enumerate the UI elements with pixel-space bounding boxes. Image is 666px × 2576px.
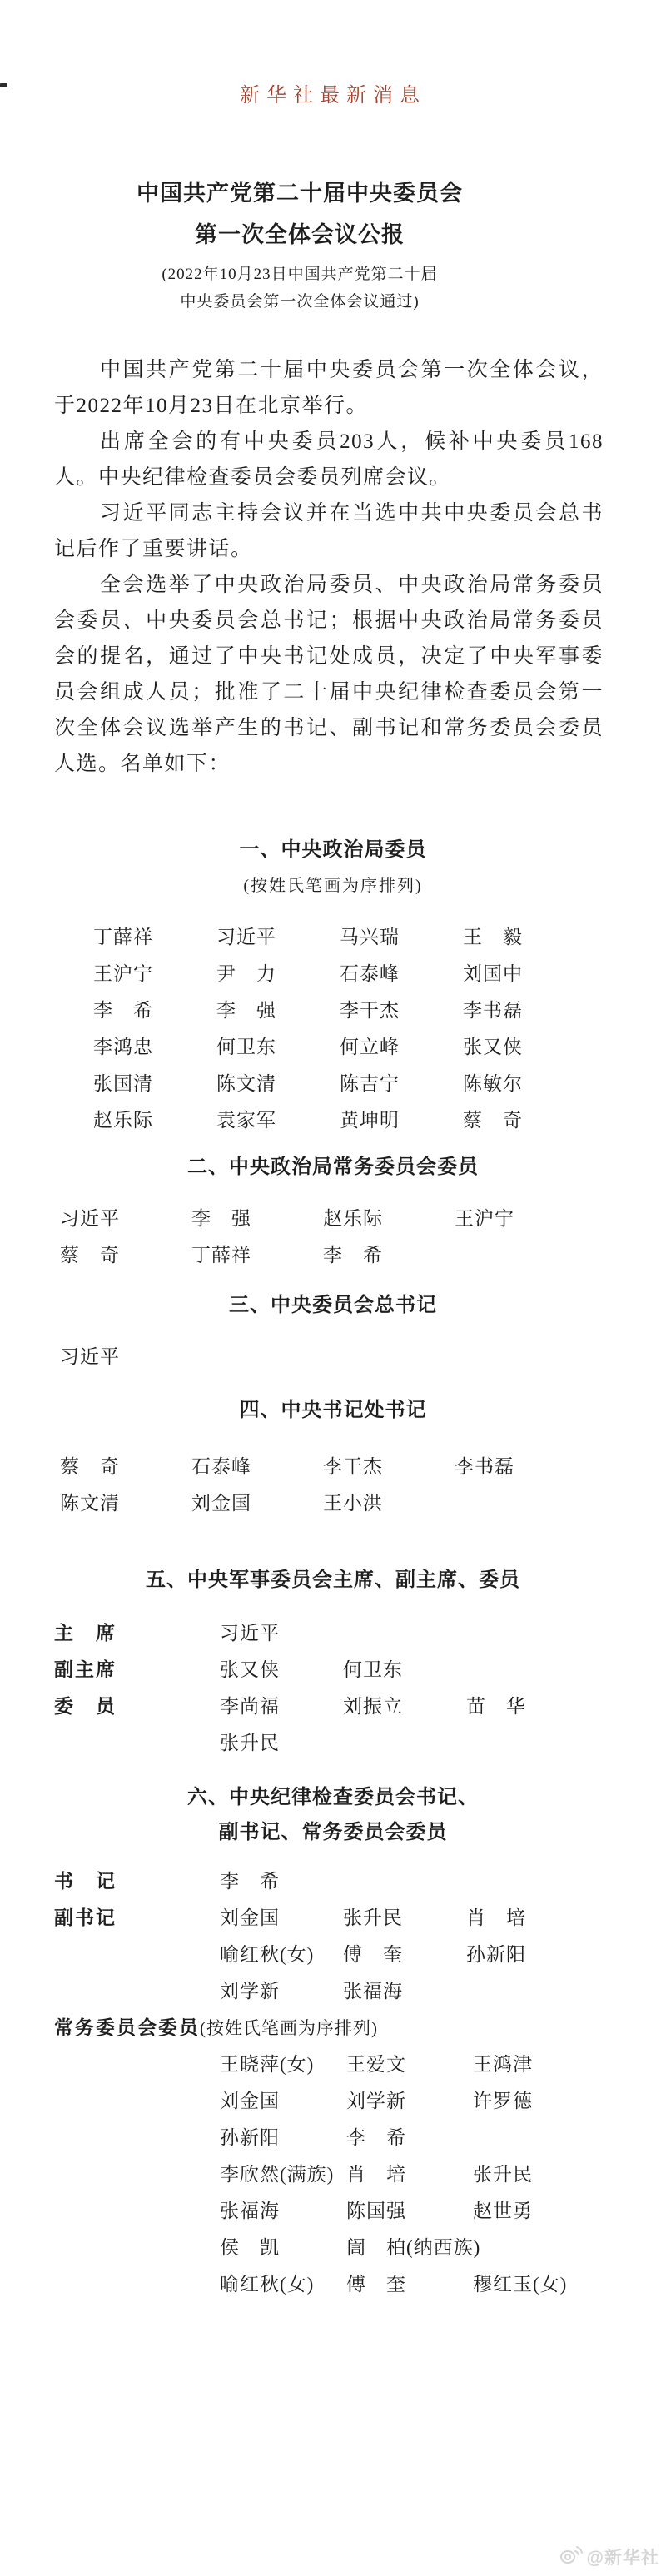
table-row	[0, 1937, 666, 1973]
member-name: 孙新阳	[466, 1944, 526, 1965]
member-name: 喻红秋(女)	[220, 1944, 315, 1965]
table-row	[0, 1102, 666, 1139]
member-name: 刘学新	[346, 2091, 406, 2111]
table-row	[0, 2120, 666, 2156]
member-name: 刘振立	[343, 1696, 403, 1717]
member-name: 张福海	[343, 1981, 403, 2002]
military-commission-table	[0, 1615, 666, 1762]
member-name: 丁薛祥	[93, 927, 153, 947]
member-name: 张升民	[343, 1907, 403, 1928]
role-label: 主 席	[54, 1623, 117, 1644]
member-name: 李书磊	[455, 1456, 514, 1477]
table-row	[0, 1485, 666, 1522]
member-name: 石泰峰	[191, 1456, 251, 1477]
section2-heading: 二、中央政治局常务委员会委员	[187, 1156, 479, 1178]
member-name: 张又侠	[220, 1659, 280, 1680]
document-title	[0, 172, 666, 256]
member-name: 何立峰	[340, 1037, 400, 1057]
member-name: 傅 奎	[343, 1944, 403, 1965]
general-secretary-table	[0, 1339, 666, 1375]
table-row	[0, 2193, 666, 2230]
member-name: 李 强	[216, 1000, 276, 1021]
standing-committee-table	[0, 1201, 666, 1274]
section6-heading-line-1: 六、中央纪律检查委员会书记、	[187, 1787, 479, 1808]
member-name: 王小洪	[323, 1493, 383, 1514]
paragraph-4: 全会选举了中央政治局委员、中央政治局常务委员会委员、中央委员会总书记；根据中央政治局常务委员会的提名，通过了中央书记处成员，决定了中央军事委员会组成人员；批准了二十届中央纪律检查委员会第一次全体会议选举产生的书记、副书记和常务委员会委员人选。名单如下：	[54, 574, 604, 775]
member-name: 袁家军	[216, 1110, 276, 1131]
member-name: 刘金国	[220, 1907, 280, 1928]
member-name: 穆红玉(女)	[473, 2274, 568, 2295]
scanned-communique-page	[0, 78, 666, 2568]
member-name: 陈吉宁	[340, 1073, 400, 1094]
standing-members-label-row	[0, 2010, 666, 2046]
table-row	[0, 1652, 666, 1688]
role-label: 委 员	[54, 1696, 117, 1717]
member-name: 陈敏尔	[463, 1073, 523, 1094]
member-name: 蔡 奇	[60, 1245, 120, 1266]
table-row	[0, 1900, 666, 1937]
member-name: 王晓萍(女)	[220, 2054, 315, 2075]
body-paragraphs	[0, 352, 666, 782]
member-name: 李鸿忠	[93, 1037, 153, 1057]
member-name: 陈文清	[216, 1073, 276, 1094]
member-name: 王鸿津	[473, 2054, 533, 2075]
table-row	[0, 2156, 666, 2193]
table-row	[0, 2266, 666, 2303]
member-name: 訚 柏(纳西族)	[346, 2237, 481, 2258]
member-name: 刘金国	[220, 2091, 280, 2111]
table-row	[0, 1029, 666, 1066]
member-name: 习近平	[60, 1208, 120, 1229]
member-name: 张福海	[220, 2201, 280, 2221]
table-row	[0, 1449, 666, 1485]
member-name: 张升民	[473, 2164, 533, 2185]
member-name: 王爱文	[346, 2054, 406, 2075]
table-row	[0, 1973, 666, 2010]
member-name: 刘金国	[191, 1493, 251, 1514]
member-name: 张国清	[93, 1073, 153, 1094]
member-name: 许罗德	[473, 2091, 533, 2111]
standing-sort-note: (按姓氏笔画为序排列)	[200, 2018, 378, 2038]
member-name: 李 希	[93, 1000, 153, 1021]
section3-heading: 三、中央委员会总书记	[229, 1295, 437, 1316]
table-row	[0, 2046, 666, 2083]
member-name: 黄坤明	[340, 1110, 400, 1131]
table-row	[0, 1066, 666, 1102]
member-name: 李书磊	[463, 1000, 523, 1021]
member-name: 蔡 奇	[60, 1456, 120, 1477]
table-row	[0, 1339, 666, 1375]
table-row	[0, 919, 666, 956]
member-name: 何卫东	[343, 1659, 403, 1680]
member-name: 侯 凯	[220, 2237, 280, 2258]
member-name: 李干杰	[340, 1000, 400, 1021]
member-name: 孙新阳	[220, 2127, 280, 2148]
section5-heading: 五、中央军事委员会主席、副主席、委员	[146, 1569, 520, 1591]
member-name: 刘学新	[220, 1981, 280, 2002]
section1-sort-note: (按姓氏笔画为序排列)	[243, 877, 423, 895]
table-row	[0, 1201, 666, 1237]
member-name: 赵乐际	[93, 1110, 153, 1131]
member-name: 陈国强	[346, 2201, 406, 2221]
table-row	[0, 956, 666, 992]
watermark-text: @新华社	[586, 2549, 659, 2568]
subtitle-line-2: 中央委员会第一次全体会议通过)	[180, 293, 420, 311]
table-row	[0, 992, 666, 1029]
member-name: 李 希	[346, 2127, 406, 2148]
title-line-1: 中国共产党第二十届中央委员会	[137, 181, 463, 206]
document-subtitle	[0, 261, 666, 316]
member-name: 李干杰	[323, 1456, 383, 1477]
section6-heading-line-2: 副书记、常务委员会委员	[218, 1822, 448, 1843]
section6-heading	[0, 1780, 666, 1850]
member-name: 王沪宁	[93, 963, 153, 984]
watermark	[559, 2544, 659, 2569]
title-line-2: 第一次全体会议公报	[195, 222, 405, 247]
table-row	[0, 2083, 666, 2120]
paragraph-1: 中国共产党第二十届中央委员会第一次全体会议，于2022年10月23日在北京举行。	[54, 359, 604, 417]
member-name: 石泰峰	[340, 963, 400, 984]
member-name: 赵世勇	[473, 2201, 533, 2221]
member-name: 肖 培	[346, 2164, 406, 2185]
member-name: 丁薛祥	[191, 1245, 251, 1266]
member-name: 习近平	[216, 927, 276, 947]
member-name: 李 希	[220, 1871, 280, 1892]
member-name: 陈文清	[60, 1493, 120, 1514]
member-name: 苗 华	[466, 1696, 526, 1717]
member-name: 肖 培	[466, 1907, 526, 1928]
scan-artifact	[0, 83, 7, 87]
member-name: 蔡 奇	[463, 1110, 523, 1131]
member-name: 张又侠	[463, 1037, 523, 1057]
section1-heading: 一、中央政治局委员	[239, 839, 427, 861]
member-name: 李 强	[191, 1208, 251, 1229]
member-name: 王沪宁	[455, 1208, 514, 1229]
member-name: 刘国中	[463, 963, 523, 984]
subtitle-line-1: (2022年10月23日中国共产党第二十届	[162, 266, 438, 283]
table-row	[0, 2230, 666, 2266]
role-label: 书 记	[54, 1871, 117, 1892]
paragraph-3: 习近平同志主持会议并在当选中共中央委员会总书记后作了重要讲话。	[54, 502, 604, 560]
member-name: 李 希	[323, 1245, 383, 1266]
section4-heading: 四、中央书记处书记	[239, 1400, 427, 1421]
masthead: 新华社最新消息	[240, 85, 426, 107]
table-row	[0, 1237, 666, 1274]
member-name: 何卫东	[216, 1037, 276, 1057]
role-label: 副书记	[54, 1907, 117, 1928]
secretariat-table	[0, 1449, 666, 1522]
member-name: 马兴瑞	[340, 927, 400, 947]
member-name: 李尚福	[220, 1696, 280, 1717]
member-name: 赵乐际	[323, 1208, 383, 1229]
table-row	[0, 1725, 666, 1762]
standing-members-table	[0, 2046, 666, 2303]
role-label: 副主席	[54, 1659, 117, 1680]
member-name: 尹 力	[216, 963, 276, 984]
table-row	[0, 1863, 666, 1900]
member-name: 王 毅	[463, 927, 523, 947]
table-row	[0, 1688, 666, 1725]
discipline-commission-table	[0, 1863, 666, 2010]
politburo-member-table	[0, 919, 666, 1139]
member-name: 喻红秋(女)	[220, 2274, 315, 2295]
member-name: 张升民	[220, 1733, 280, 1753]
standing-members-label: 常务委员会委员	[54, 2017, 200, 2038]
paragraph-2: 出席全会的有中央委员203人，候补中央委员168人。中央纪律检查委员会委员列席会议。	[54, 430, 604, 489]
table-row	[0, 1615, 666, 1652]
weibo-icon	[559, 2544, 583, 2569]
member-name: 习近平	[60, 1346, 120, 1367]
member-name: 习近平	[220, 1623, 280, 1644]
member-name: 傅 奎	[346, 2274, 406, 2295]
member-name: 李欣然(满族)	[220, 2164, 335, 2185]
